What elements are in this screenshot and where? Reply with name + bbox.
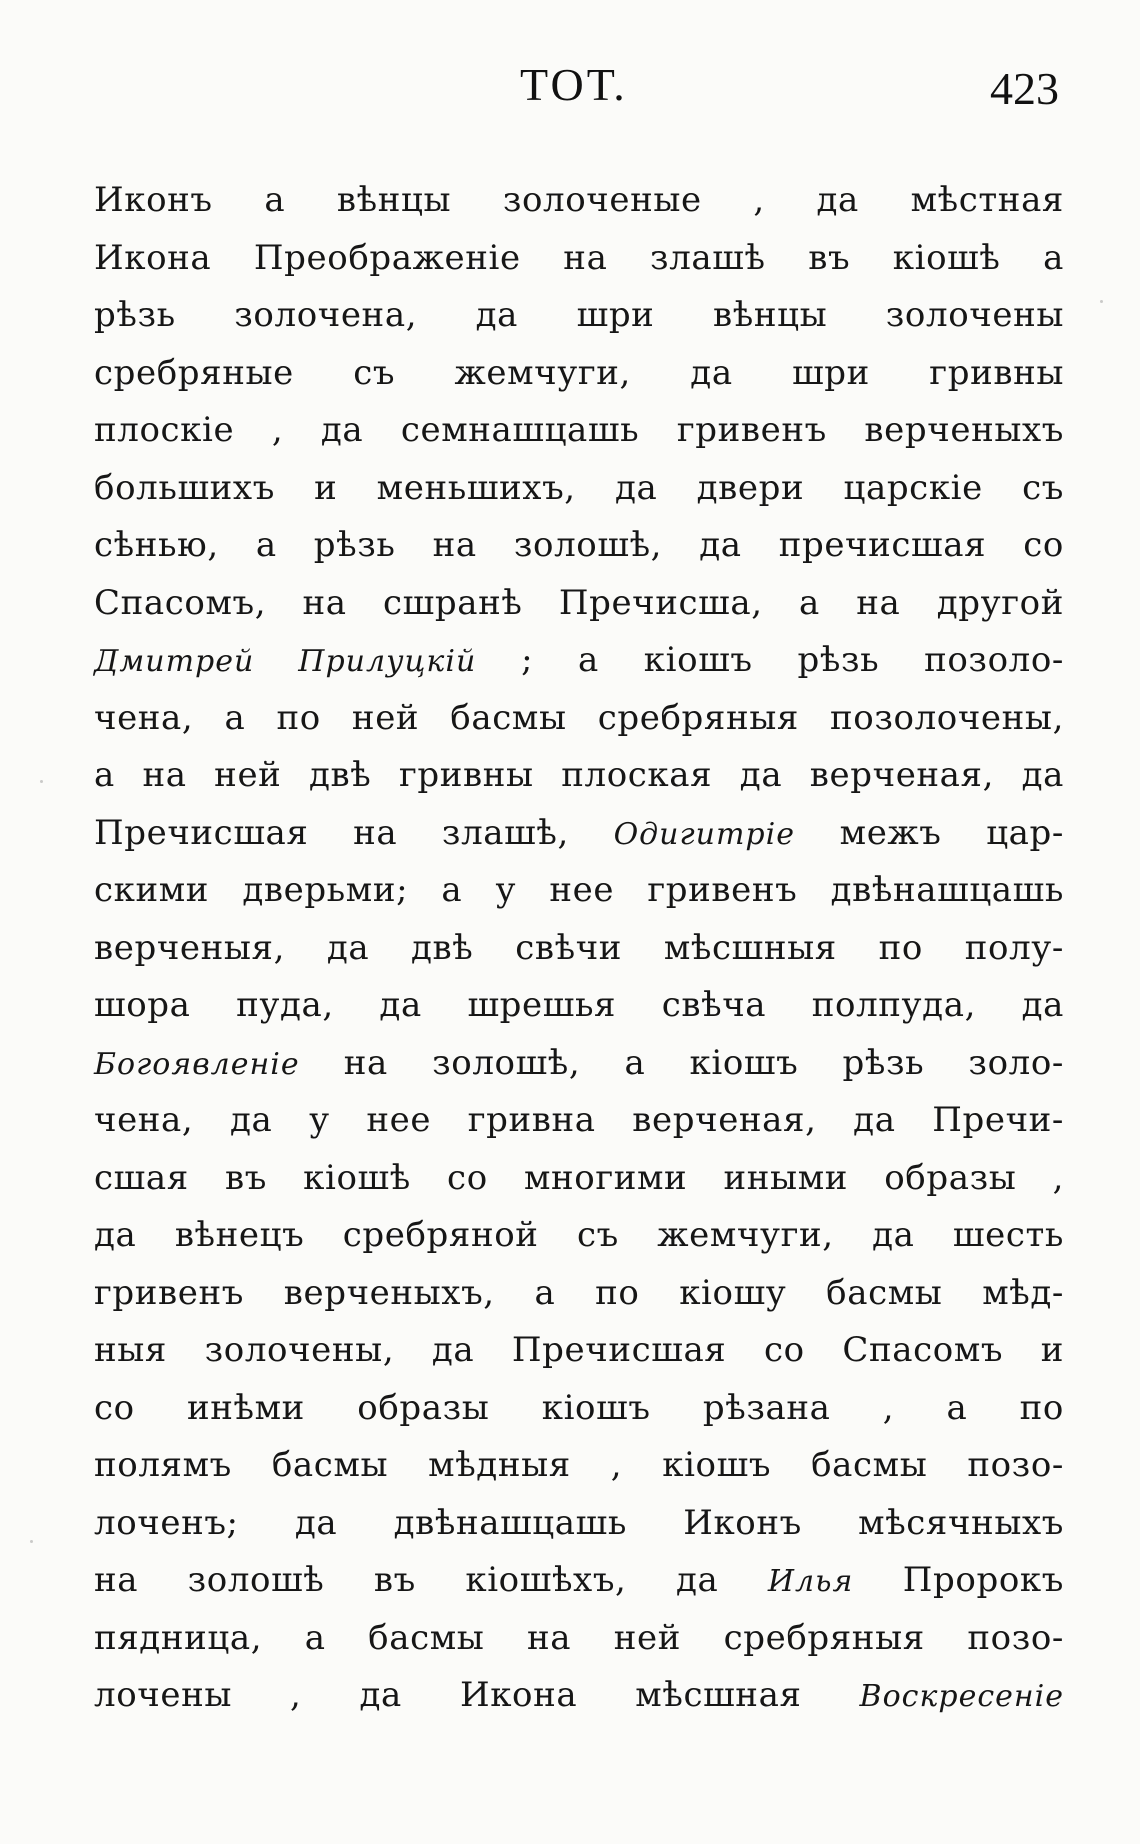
text-segment: сшая въ кіошѣ со многими иными образы , — [94, 1157, 1064, 1198]
text-line — [94, 1552, 1064, 1610]
text-line — [94, 1667, 1064, 1725]
text-segment: со инѣми образы кіошъ рѣзана , а по — [94, 1387, 1064, 1428]
page-number: 423 — [990, 63, 1059, 114]
italic-name-segment: Илья — [767, 1564, 854, 1599]
text-line — [94, 230, 1064, 288]
text-segment: большихъ и меньшихъ, да двери царскіе съ — [94, 467, 1064, 508]
text-segment: рѣзь золочена, да шри вѣнцы золочены — [94, 295, 1064, 335]
text-segment: лоченъ; да двѣнашцашь Иконъ мѣсячныхъ — [94, 1502, 1064, 1543]
body-text — [94, 172, 1064, 1725]
text-line — [94, 1380, 1064, 1438]
text-segment: сѣнью, а рѣзь на золошѣ, да пречисшая со — [94, 525, 1064, 565]
text-line — [94, 747, 1064, 805]
text-line — [94, 575, 1064, 633]
italic-name-segment: Дмитрей Прилуцкій — [94, 644, 477, 679]
text-line — [94, 690, 1064, 748]
text-segment: Спасомъ, на сшранѣ Пречисша, а на другой — [94, 582, 1064, 623]
text-segment: плоскіе , да семнашцашь гривенъ верченыхъ — [94, 410, 1064, 450]
text-line — [94, 920, 1064, 978]
text-segment: на золошѣ, а кіошъ рѣзь золо- — [299, 1042, 1064, 1083]
text-line — [94, 1322, 1064, 1380]
text-segment: Пророкъ — [853, 1560, 1064, 1600]
text-segment: межъ цар- — [794, 812, 1065, 853]
text-line — [94, 1035, 1064, 1093]
page-header — [0, 58, 1140, 128]
text-segment: сребряные съ жемчуги, да шри гривны — [94, 352, 1064, 393]
text-segment: полямъ басмы мѣдныя , кіошъ басмы позо- — [94, 1445, 1064, 1485]
text-line — [94, 1150, 1064, 1208]
text-segment: Пречисшая на злашѣ, — [94, 812, 614, 853]
text-segment: ; а кіошъ рѣзь позоло- — [476, 640, 1064, 680]
text-segment: а на ней двѣ гривны плоская да верченая, да — [94, 755, 1064, 795]
running-head: ТОТ. — [520, 59, 628, 110]
text-line — [94, 862, 1064, 920]
text-line — [94, 805, 1064, 863]
text-segment: лочены , да Икона мѣсшная — [94, 1675, 860, 1715]
text-segment: чена, да у нее гривна верченая, да Пречи- — [94, 1100, 1064, 1140]
italic-name-segment: Одигитріе — [613, 816, 795, 852]
text-line — [94, 1495, 1064, 1553]
text-segment: гривенъ верченыхъ, а по кіошу басмы мѣд- — [94, 1272, 1064, 1313]
text-line — [94, 977, 1064, 1035]
text-segment: да вѣнецъ сребряной съ жемчуги, да шесть — [94, 1215, 1064, 1255]
text-line — [94, 345, 1064, 403]
text-line — [94, 402, 1064, 460]
italic-name-segment: Богоявленіе — [94, 1046, 300, 1082]
text-line — [94, 1437, 1064, 1495]
text-line — [94, 172, 1064, 230]
text-segment: скими дверьми; а у нее гривенъ двѣнашцашь — [94, 870, 1064, 910]
text-line — [94, 632, 1064, 690]
text-segment: верченыя, да двѣ свѣчи мѣсшныя по полу- — [94, 927, 1064, 968]
text-segment: Икона Преображеніе на злашѣ въ кіошѣ а — [94, 237, 1064, 278]
text-line — [94, 460, 1064, 518]
text-segment: ныя золочены, да Пречисшая со Спасомъ и — [94, 1330, 1064, 1370]
text-line — [94, 287, 1064, 345]
text-line — [94, 1207, 1064, 1265]
text-line — [94, 1092, 1064, 1150]
text-segment: чена, а по ней басмы сребряныя позолочены, — [94, 697, 1064, 738]
text-segment: шора пуда, да шрешья свѣча полпуда, да — [94, 985, 1064, 1025]
paper-speck — [30, 1540, 33, 1543]
text-segment: Иконъ а вѣнцы золоченые , да мѣстная — [94, 180, 1064, 220]
italic-name-segment: Воскресеніе — [859, 1679, 1064, 1714]
text-line — [94, 1610, 1064, 1668]
paper-speck — [1100, 300, 1103, 303]
text-segment: пядница, а басмы на ней сребряныя позо- — [94, 1617, 1064, 1658]
paper-speck — [40, 780, 43, 783]
text-segment: на золошѣ въ кіошѣхъ, да — [94, 1560, 768, 1600]
text-line — [94, 1265, 1064, 1323]
text-line — [94, 517, 1064, 575]
